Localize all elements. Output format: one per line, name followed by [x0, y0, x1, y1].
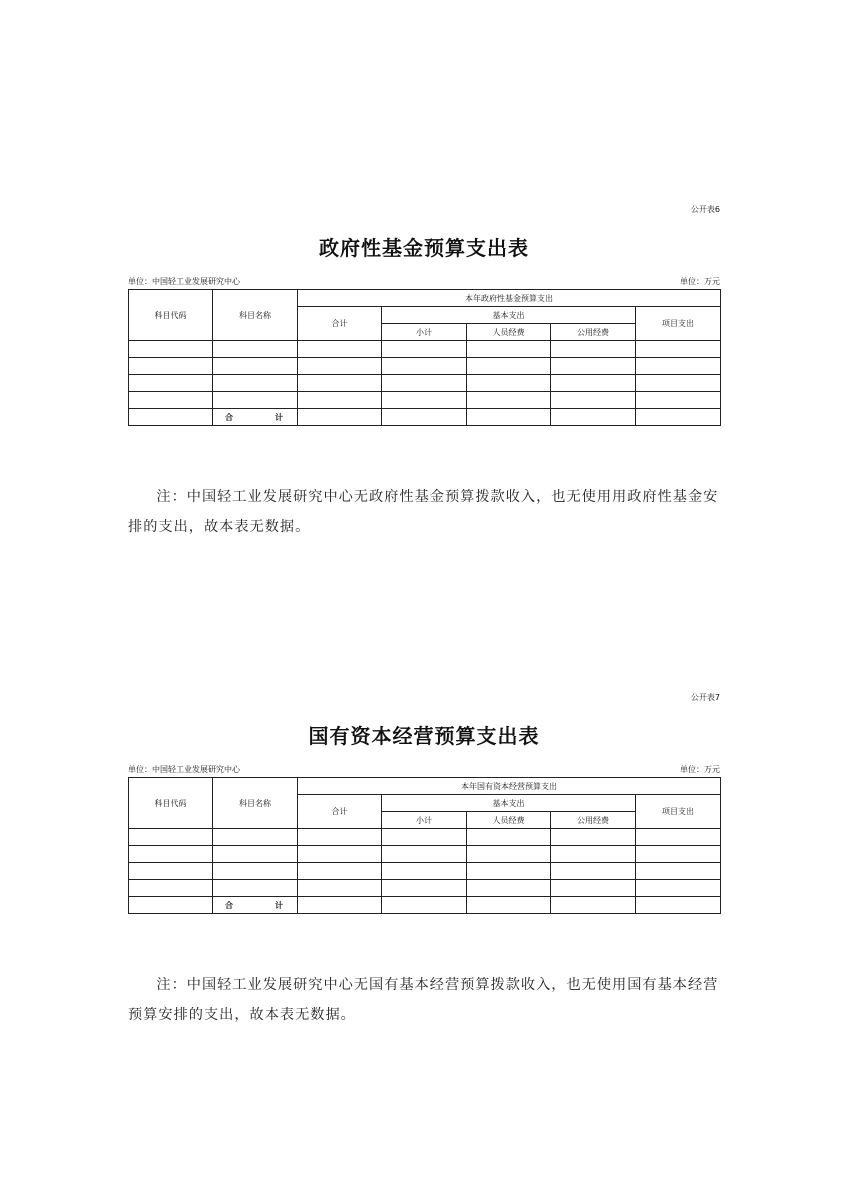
header-public: 公用经费	[551, 812, 636, 829]
header-personnel: 人员经费	[467, 812, 551, 829]
table-title: 政府性基金预算支出表	[319, 236, 529, 260]
total-label: 合 计	[225, 900, 283, 910]
header-public: 公用经费	[551, 324, 636, 341]
unit-organization: 单位：中国轻工业发展研究中心	[128, 277, 240, 286]
header-code: 科目代码	[129, 290, 213, 341]
header-basic: 基本支出	[382, 795, 636, 812]
table-row	[129, 341, 721, 358]
unit-currency: 单位：万元	[680, 277, 720, 286]
budget-table	[128, 289, 721, 426]
table-row	[129, 846, 721, 863]
table-title: 国有资本经营预算支出表	[308, 724, 540, 748]
total-row	[129, 897, 721, 914]
budget-table	[128, 777, 721, 914]
header-subtotal: 小计	[382, 812, 467, 829]
table-row	[129, 829, 721, 846]
table-row	[129, 880, 721, 897]
header-total: 合计	[298, 795, 382, 829]
table-row	[129, 358, 721, 375]
header-total: 合计	[298, 307, 382, 341]
total-row	[129, 409, 721, 426]
header-personnel: 人员经费	[467, 324, 551, 341]
note-text: 注：中国轻工业发展研究中心无国有基本经营预算拨款收入，也无使用国有基本经营预算安排的支出，故本表无数据。	[128, 977, 719, 1023]
header-project: 项目支出	[636, 307, 721, 341]
table-number: 公开表6	[690, 205, 720, 214]
unit-currency: 单位：万元	[680, 765, 720, 774]
header-code: 科目代码	[129, 778, 213, 829]
total-label: 合 计	[225, 412, 283, 422]
header-project: 项目支出	[636, 795, 721, 829]
unit-organization: 单位：中国轻工业发展研究中心	[128, 765, 240, 774]
table-row	[129, 375, 721, 392]
table-row	[129, 392, 721, 409]
section-state-capital	[128, 688, 720, 928]
header-name: 科目名称	[213, 778, 298, 829]
note-text: 注：中国轻工业发展研究中心无政府性基金预算拨款收入，也无使用用政府性基金安排的支出，故本表无数据。	[128, 489, 719, 535]
table-number: 公开表7	[690, 693, 720, 702]
header-basic: 基本支出	[382, 307, 636, 324]
header-subtotal: 小计	[382, 324, 467, 341]
table-row	[129, 863, 721, 880]
header-group: 本年政府性基金预算支出	[298, 290, 721, 307]
section-government-fund	[128, 200, 720, 440]
header-group: 本年国有资本经营预算支出	[298, 778, 721, 795]
header-name: 科目名称	[213, 290, 298, 341]
